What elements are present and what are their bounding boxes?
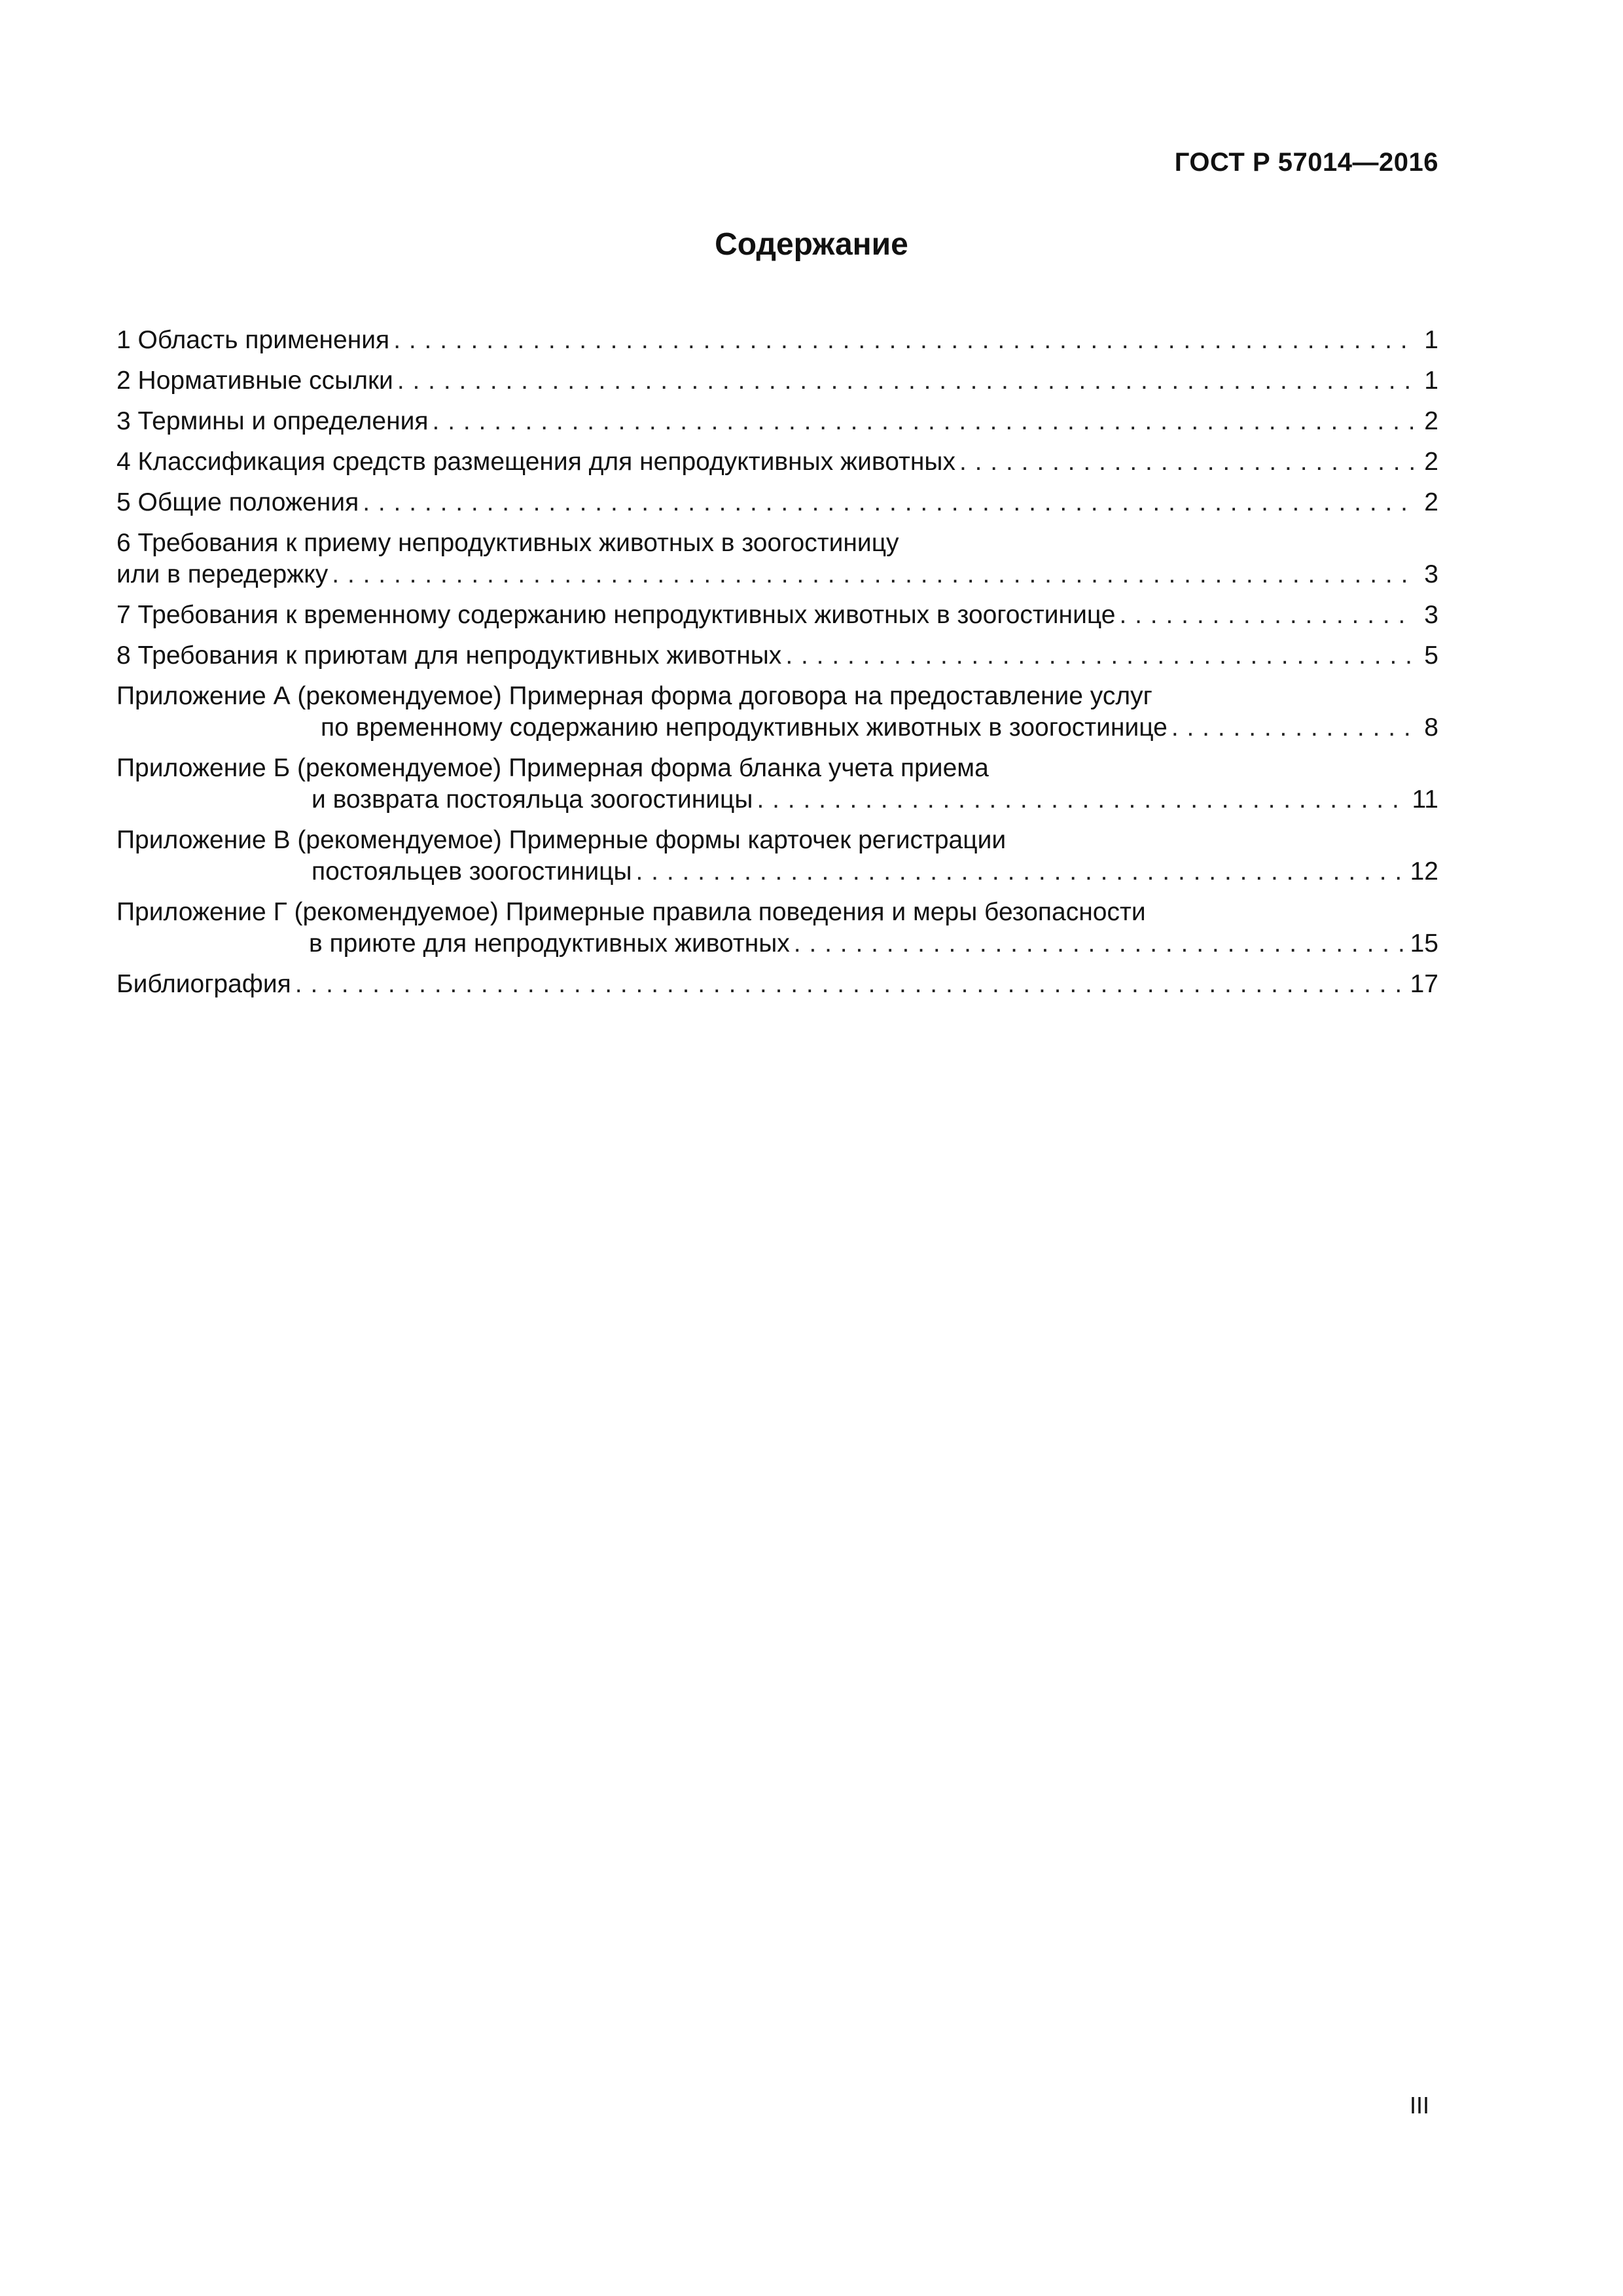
toc-entry-page: 2 — [1424, 407, 1438, 435]
toc-entry-classification[interactable] — [116, 446, 1438, 478]
toc-entry-page: 11 — [1412, 785, 1438, 814]
toc-leader — [757, 784, 1406, 816]
toc-entry-scope[interactable] — [116, 325, 1438, 356]
toc-entry-appendix-g[interactable] — [116, 897, 1438, 960]
toc-entry-page: 8 — [1424, 713, 1438, 742]
toc-entry-text: Приложение В (рекомендуемое) Примерные формы карточек регистрации — [116, 826, 1007, 854]
toc-leader — [363, 487, 1414, 518]
toc-entry-text-continued: и возврата постояльца зоогостиницы — [312, 785, 753, 814]
toc-entry-text: 6 Требования к приему непродуктивных животных в зоогостиницу — [116, 529, 899, 557]
toc-entry-text: Приложение Б (рекомендуемое) Примерная форма бланка учета приема — [116, 754, 989, 782]
toc-entry-text: 3 Термины и определения — [116, 407, 429, 435]
toc-entry-general-provisions[interactable] — [116, 487, 1438, 518]
toc-leader — [397, 365, 1414, 397]
toc-entry-temporary-keeping[interactable] — [116, 600, 1438, 631]
toc-entry-text: 4 Классификация средств размещения для непродуктивных животных — [116, 448, 955, 476]
toc-leader — [959, 446, 1414, 478]
toc-leader — [433, 406, 1414, 437]
toc-entry-text-continued: или в передержку — [116, 560, 329, 588]
toc-entry-text-continued: в приюте для непродуктивных животных — [309, 929, 790, 958]
toc-entry-page: 2 — [1424, 448, 1438, 476]
toc-entry-text: 2 Нормативные ссылки — [116, 367, 393, 395]
toc-entry-page: 2 — [1424, 488, 1438, 516]
page-number: III — [1409, 2092, 1429, 2119]
toc-leader — [635, 856, 1404, 888]
toc-entry-shelter-requirements[interactable] — [116, 640, 1438, 672]
toc-entry-page: 15 — [1410, 929, 1438, 958]
toc-entry-text: Приложение А (рекомендуемое) Примерная форма договора на предоставление услуг — [116, 682, 1152, 710]
toc-entry-text: Приложение Г (рекомендуемое) Примерные правила поведения и меры безопасности — [116, 898, 1146, 926]
toc-entry-text: 5 Общие положения — [116, 488, 359, 516]
toc-entry-text: Библиография — [116, 970, 291, 998]
toc-entry-appendix-b[interactable] — [116, 753, 1438, 816]
table-of-contents — [116, 325, 1438, 1009]
toc-entry-admission-requirements[interactable] — [116, 528, 1438, 590]
toc-leader — [785, 640, 1414, 672]
toc-entry-terms-definitions[interactable] — [116, 406, 1438, 437]
toc-leader — [332, 559, 1414, 590]
toc-entry-page: 12 — [1410, 857, 1438, 886]
toc-entry-page: 5 — [1424, 641, 1438, 670]
toc-entry-text: 7 Требования к временному содержанию непродуктивных животных в зоогостинице — [116, 601, 1116, 629]
toc-title: Содержание — [715, 227, 908, 262]
toc-entry-normative-references[interactable] — [116, 365, 1438, 397]
toc-entry-appendix-v[interactable] — [116, 825, 1438, 888]
toc-entry-page: 3 — [1424, 601, 1438, 629]
toc-entry-page: 1 — [1424, 326, 1438, 354]
toc-entry-page: 1 — [1424, 367, 1438, 395]
toc-leader — [1119, 600, 1414, 631]
document-code: ГОСТ Р 57014—2016 — [1174, 148, 1438, 177]
toc-leader — [1171, 712, 1414, 744]
toc-entry-bibliography[interactable] — [116, 969, 1438, 1000]
toc-entry-text-continued: постояльцев зоогостиницы — [312, 857, 632, 886]
toc-entry-text: 8 Требования к приютам для непродуктивных животных — [116, 641, 782, 670]
toc-entry-appendix-a[interactable] — [116, 681, 1438, 744]
toc-entry-page: 3 — [1424, 560, 1438, 588]
toc-leader — [794, 928, 1405, 960]
toc-entry-text: 1 Область применения — [116, 326, 390, 354]
toc-leader — [295, 969, 1405, 1000]
toc-entry-text-continued: по временному содержанию непродуктивных животных в зоогостинице — [321, 713, 1168, 742]
toc-entry-page: 17 — [1410, 970, 1438, 998]
toc-leader — [393, 325, 1414, 356]
